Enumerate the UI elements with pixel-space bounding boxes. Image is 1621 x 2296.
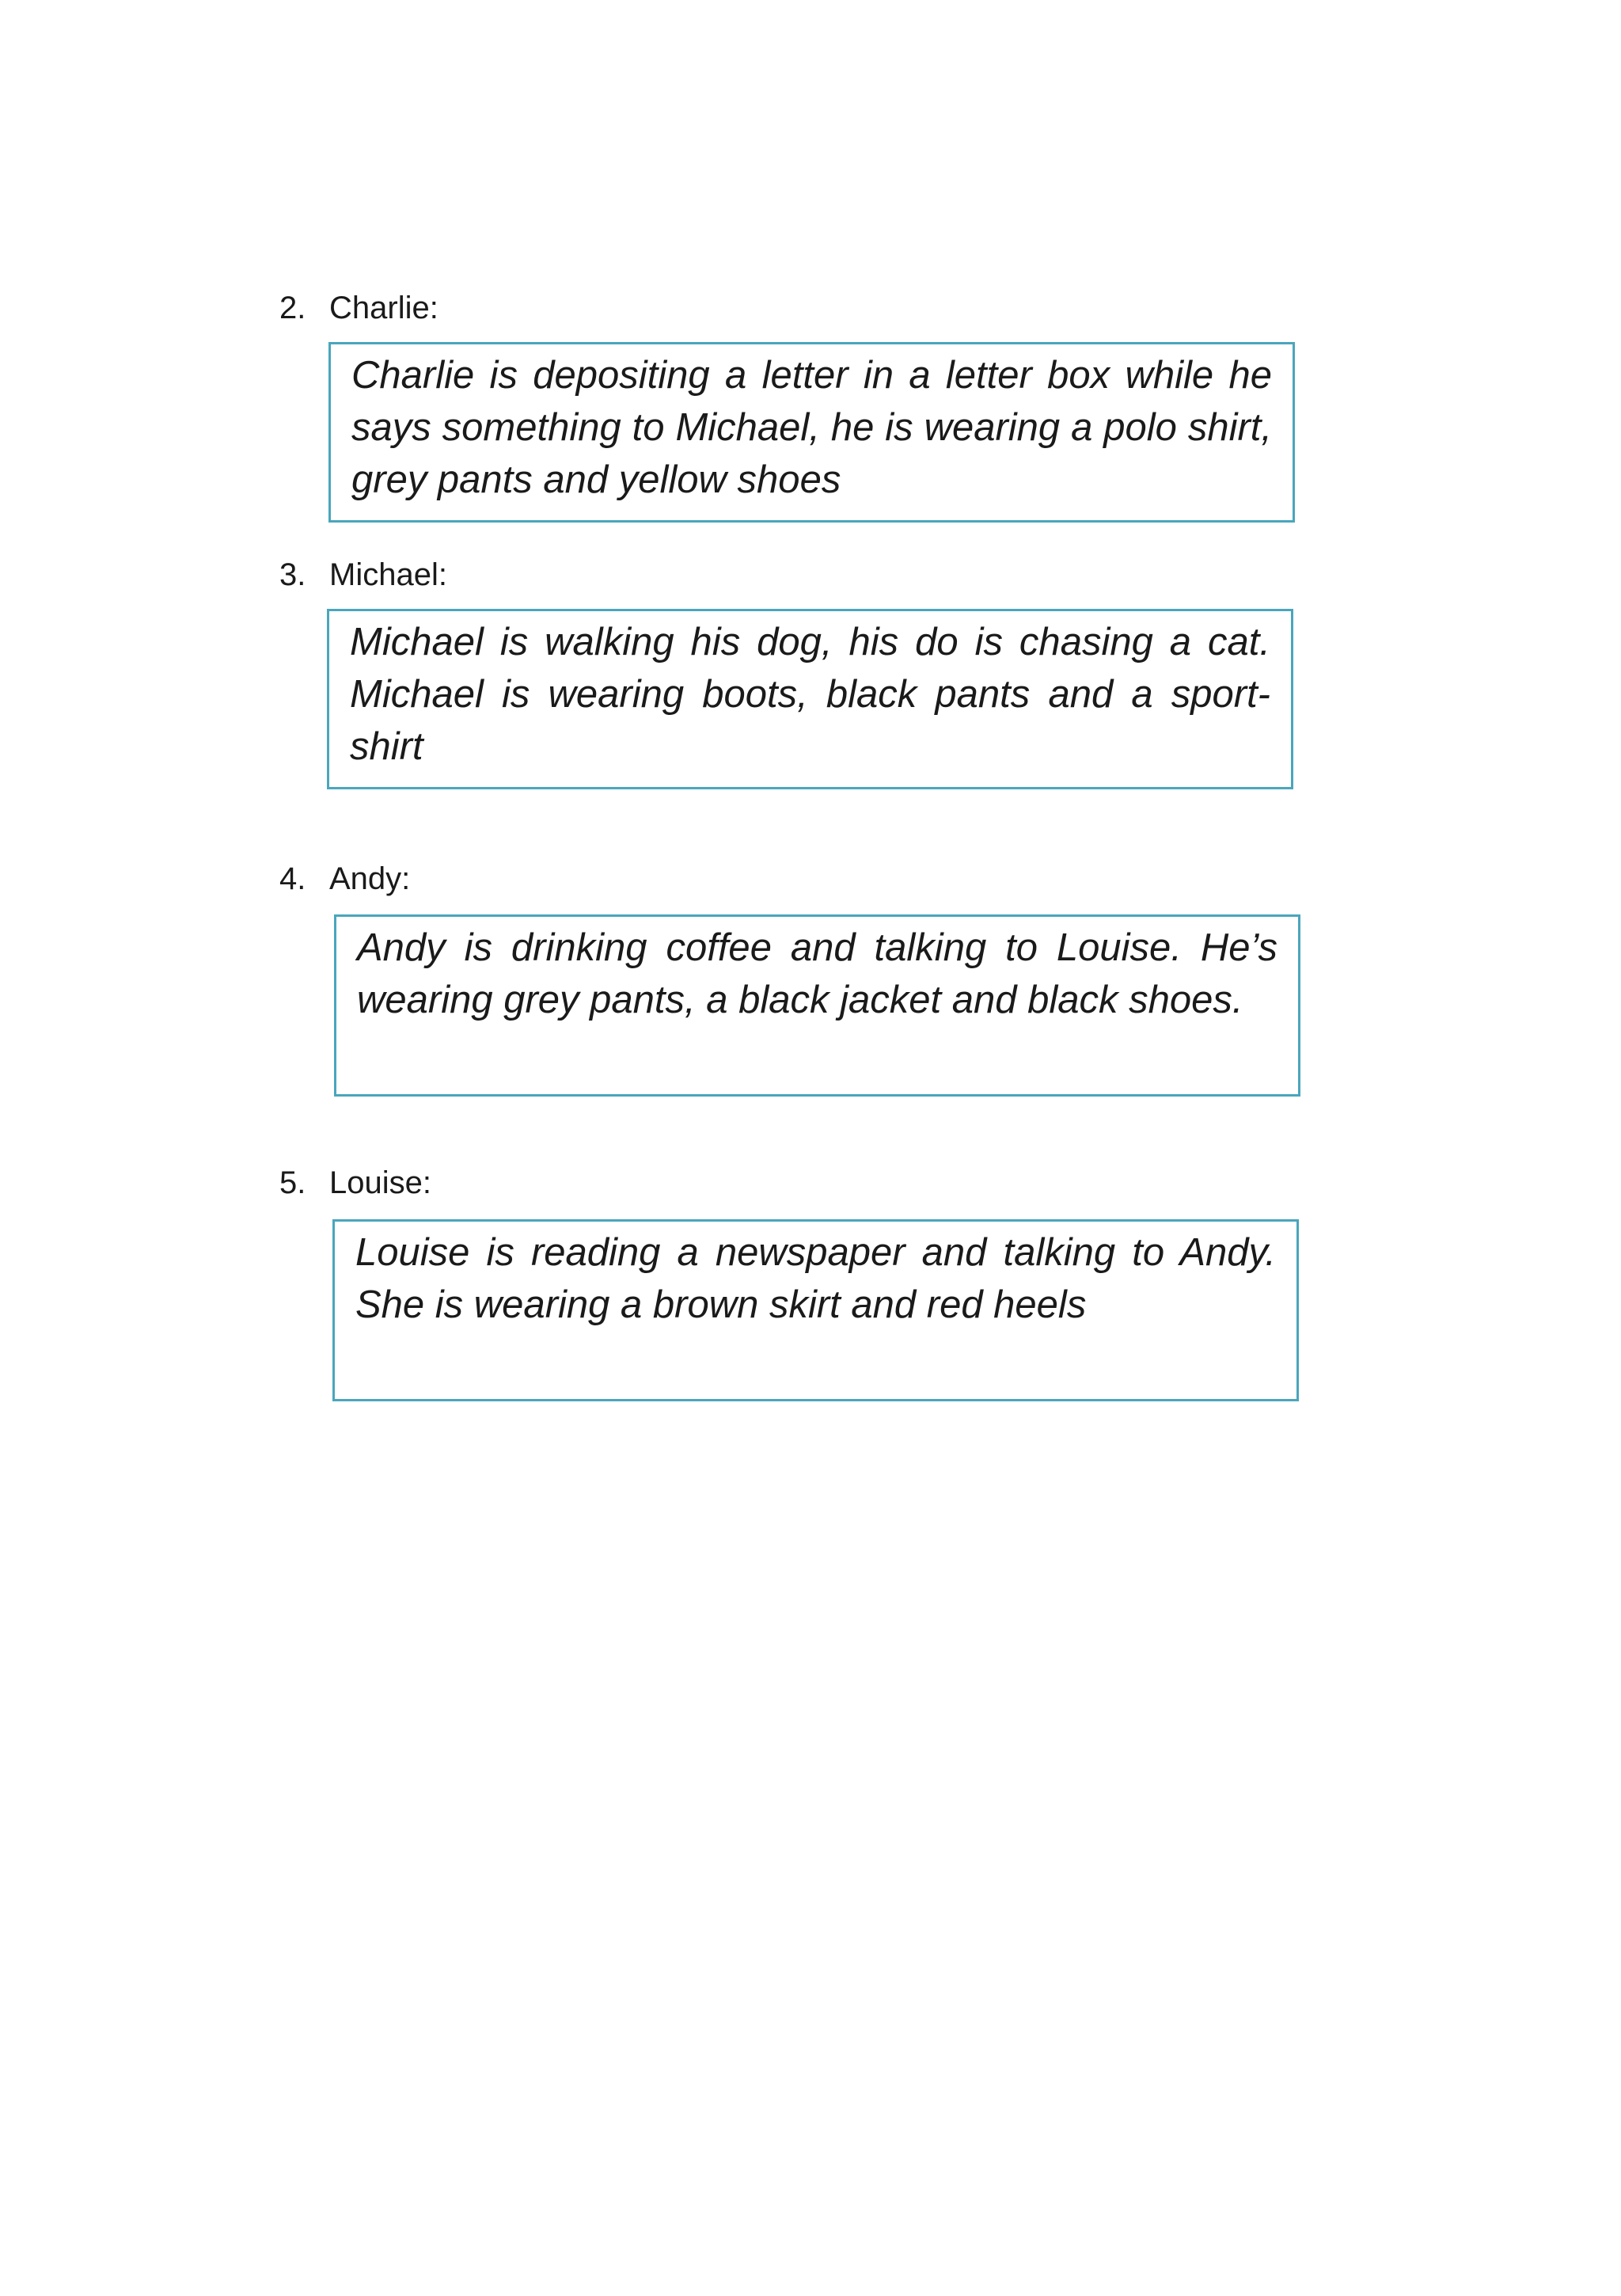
answer-box-louise[interactable] [332,1219,1299,1401]
answer-box-michael[interactable] [327,609,1293,789]
item-number: 5. [279,1165,306,1200]
answer-text: Andy is drinking coffee and talking to Louise. He’s wearing grey pants, a black jacket and black shoes. [357,926,1277,1021]
answer-text: Charlie is depositing a letter in a letter box while he says something to Michael, he is wearing a polo shirt, grey pants and yellow shoes [351,354,1272,501]
item-number: 2. [279,291,306,325]
item-label-michael [279,556,447,594]
item-name: Michael: [329,557,447,592]
item-name: Charlie: [329,291,438,325]
item-number: 3. [279,557,306,592]
item-name: Andy: [329,861,411,896]
answer-text: Michael is walking his dog, his do is chasing a cat. Michael is wearing boots, black pants and a sport-shirt [350,621,1270,768]
item-label-charlie [279,289,438,327]
item-number: 4. [279,861,306,896]
answer-box-andy[interactable] [334,914,1300,1097]
answer-text: Louise is reading a newspaper and talking to Andy. She is wearing a brown skirt and red heels [355,1231,1276,1326]
item-label-louise [279,1164,431,1202]
item-name: Louise: [329,1165,431,1200]
answer-box-charlie[interactable] [328,342,1295,523]
item-label-andy [279,860,410,898]
